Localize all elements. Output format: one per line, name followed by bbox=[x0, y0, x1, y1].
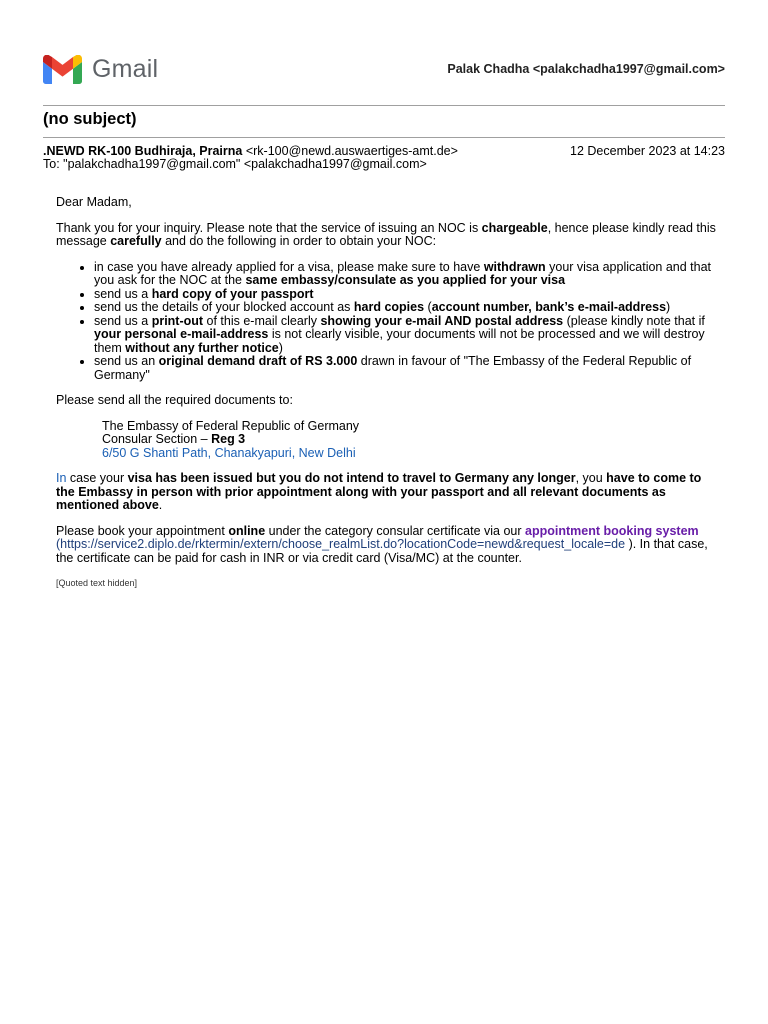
address-line: The Embassy of Federal Republic of Germany bbox=[102, 418, 360, 433]
email-subject: (no subject) bbox=[43, 110, 137, 128]
subject-divider bbox=[43, 137, 725, 138]
recipient-line: To: "palakchadha1997@gmail.com" <palakchadha1997@gmail.com> bbox=[43, 157, 427, 171]
gmail-logo bbox=[43, 55, 158, 84]
list-item: • send us an original demand draft of RS 3.000 drawn in favour of "The Embassy of the Federal Republic of Germany" bbox=[94, 355, 718, 382]
visa-issued-paragraph: In case your visa has been issued but you do not intend to travel to Germany any longer, you have to come to the Embassy in person with prior appointment along with your passport and all relevant documents as mentioned above. bbox=[56, 471, 702, 512]
address-map-link[interactable]: 6/50 G Shanti Path, Chanakyapuri, New Delhi bbox=[102, 445, 356, 460]
address-line: Consular Section – Reg 3 bbox=[102, 432, 246, 446]
account-identity: Palak Chadha <palakchadha1997@gmail.com> bbox=[447, 62, 725, 76]
gmail-wordmark: Gmail bbox=[92, 55, 159, 83]
list-item: • send us a print-out of this e-mail clearly showing your e-mail AND postal address (please kindly note that if your personal e-mail-address is not clearly visible, your documents will not be processed and we will destroy them without any further notice) bbox=[94, 315, 718, 356]
requirements-list bbox=[56, 261, 718, 383]
appointment-url-link[interactable]: (https://service2.diplo.de/rktermin/extern/choose_realmList.do?locationCode=newd&request_locale=de bbox=[56, 537, 626, 551]
list-item: • send us a hard copy of your passport bbox=[94, 288, 718, 302]
appointment-paragraph: Please book your appointment online under the category consular certificate via our appointment booking system (https://service2.diplo.de/rktermin/extern/choose_realmList.do?locationCode=newd&request_locale=de ). In that case, the certificate can be paid for cash in INR or via credit card (Visa/MC) at the counter. bbox=[56, 523, 708, 565]
gmail-m-logo-icon bbox=[43, 55, 82, 84]
sender-email: <rk-100@newd.auswaertiges-amt.de> bbox=[242, 144, 458, 158]
list-item: • in case you have already applied for a visa, please make sure to have withdrawn your visa application and that you ask for the NOC at the same embassy/consulate as you applied for your visa bbox=[94, 261, 718, 288]
quoted-text-hidden-toggle[interactable]: [Quoted text hidden] bbox=[56, 578, 138, 588]
greeting: Dear Madam, bbox=[56, 195, 132, 209]
list-item: • send us the details of your blocked account as hard copies (account number, bank’s e-mail-address) bbox=[94, 301, 718, 315]
embassy-address bbox=[102, 420, 718, 461]
header-divider bbox=[43, 105, 725, 106]
send-documents-text: Please send all the required documents to: bbox=[56, 393, 293, 407]
gmail-header bbox=[43, 55, 725, 85]
message-body bbox=[56, 196, 718, 591]
appointment-booking-link[interactable]: appointment booking system bbox=[525, 523, 699, 538]
sender-name: .NEWD RK-100 Budhiraja, Prairna bbox=[43, 144, 243, 158]
intro-paragraph: Thank you for your inquiry. Please note that the service of issuing an NOC is chargeable, hence please kindly read this message carefully and do the following in order to obtain your NOC: bbox=[56, 220, 716, 248]
sender-line bbox=[43, 144, 725, 158]
message-date: 12 December 2023 at 14:23 bbox=[570, 144, 725, 158]
